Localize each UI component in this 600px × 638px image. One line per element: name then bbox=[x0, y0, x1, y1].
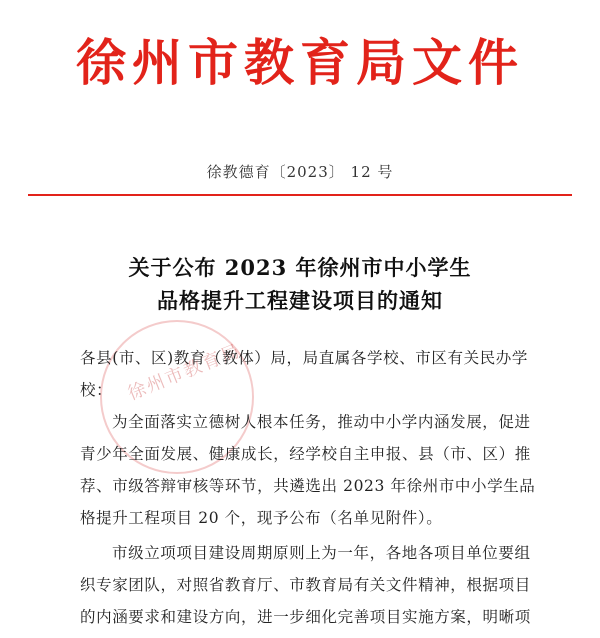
body-line-4: 青少年全面发展、健康成长，经学校自主申报、县（市、区）推 bbox=[80, 445, 531, 463]
body-line-5: 荐、市级答辩审核等环节，共遴选出 2023 年徐州市中小学生品 bbox=[80, 477, 536, 495]
seal-text: 徐州市教育局 bbox=[124, 340, 245, 405]
body-line-8: 织专家团队，对照省教育厅、市教育局有关文件精神，根据项目 bbox=[80, 576, 531, 594]
body-line-3: 为全面落实立德树人根本任务，推动中小学内涵发展，促进 bbox=[112, 413, 531, 431]
body-line-1: 各县(市、区)教育（教体）局，局直属各学校、市区有关民办学 bbox=[80, 349, 528, 367]
body-line-9: 的内涵要求和建设方向，进一步细化完善项目实施方案，明晰项 bbox=[80, 608, 531, 626]
document-title-line-1: 关于公布 2023 年徐州市中小学生 bbox=[128, 255, 472, 280]
document-number: 徐教德育〔2023〕 12 号 bbox=[206, 163, 394, 181]
body-line-6: 格提升工程项目 20 个，现予公布（名单见附件）。 bbox=[80, 509, 443, 527]
body-line-2: 校： bbox=[80, 381, 113, 399]
document-issuer-header: 徐州市教育局文件 bbox=[76, 34, 524, 92]
red-divider-line bbox=[28, 194, 572, 196]
body-line-7: 市级立项项目建设周期原则上为一年，各地各项目单位要组 bbox=[112, 544, 531, 562]
document-title-line-2: 品格提升工程建设项目的通知 bbox=[157, 288, 443, 313]
